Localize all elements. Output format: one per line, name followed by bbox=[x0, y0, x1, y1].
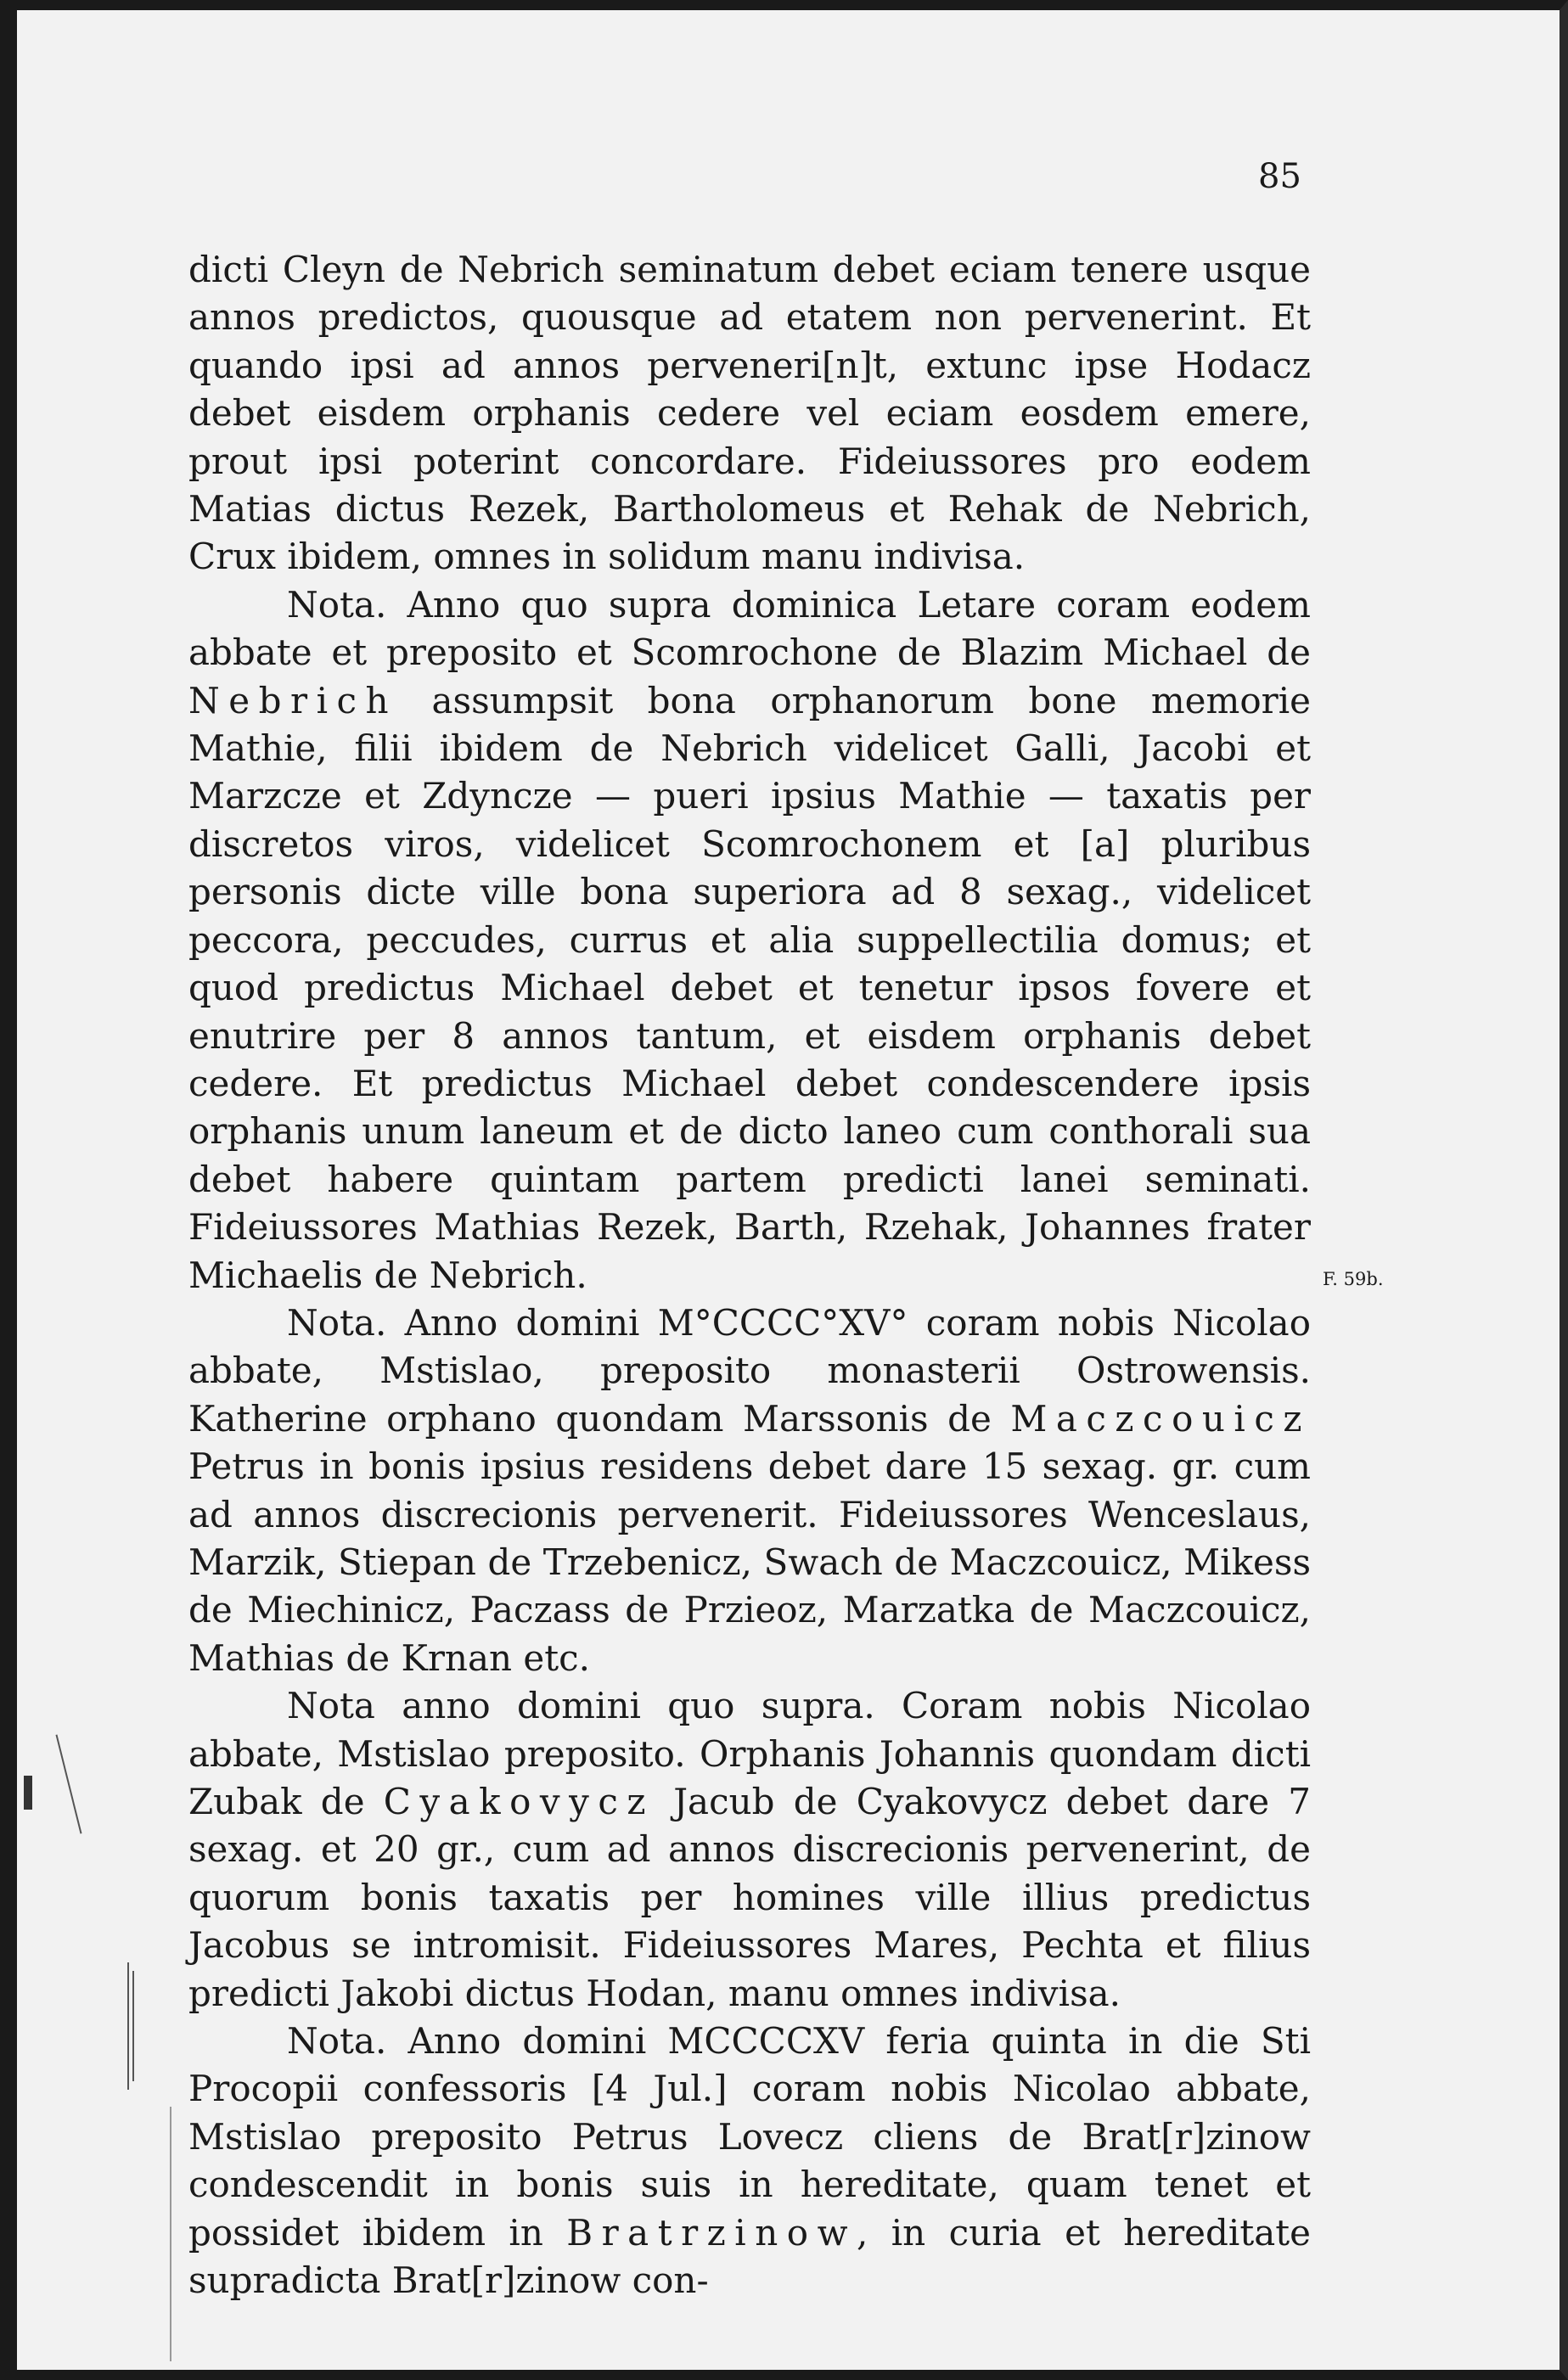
spaced-place-name: Bratrzinow bbox=[566, 2211, 857, 2254]
paragraph bbox=[188, 1299, 1311, 1682]
paragraph bbox=[188, 246, 1311, 581]
scan-artifact-line bbox=[170, 2107, 171, 2361]
spaced-place-name: Cyakovycz bbox=[383, 1781, 655, 1822]
paragraph bbox=[188, 1682, 1311, 2018]
text-run: Nota anno domini quo supra. Coram nobis Nicolao abbate, Mstislao preposito. Orphanis Johannis quondam dicti Zubak de bbox=[188, 1685, 1311, 1822]
scan-artifact-line bbox=[24, 1776, 32, 1810]
folio-margin-note: F. 59b. bbox=[1323, 1269, 1384, 1289]
text-run: dicti Cleyn de Nebrich seminatum debet eciam tenere usque annos predictos, quousque ad etatem non pervenerint. Et quando ipsi ad annos perveneri[n]t, extunc ipse Hodacz debet eisdem orphanis cedere vel eciam eosdem emere, prout ipsi poterint concordare. Fideiussores pro eodem Matias dictus Rezek, Bartholomeus et Rehak de Nebrich, Crux ibidem, omnes in solidum manu indivisa. bbox=[188, 249, 1311, 578]
spaced-place-name: Maczcouicz bbox=[1010, 1397, 1311, 1440]
text-run: Nota. Anno domini MCCCCXV feria quinta in die Sti Procopii confessoris [4 Jul.] coram nobis Nicolao abbate, Mstislao preposito Petrus Lovecz cliens de Brat[r]zinow condescendit in bonis suis in hereditate, quam tenet et possidet ibidem in bbox=[188, 2020, 1311, 2254]
paragraph bbox=[188, 581, 1311, 1299]
text-run: Nota. Anno domini M°CCCC°XV° coram nobis Nicolao abbate, Mstislao, preposito monasterii Ostrowensis. Katherine orphano quondam Marssonis de bbox=[188, 1301, 1311, 1440]
text-run: Nota. Anno quo supra dominica Letare coram eodem abbate et preposito et Scomrochone de Blazim Michael de bbox=[188, 583, 1311, 674]
scan-artifact-line bbox=[132, 1971, 134, 2081]
spaced-place-name: Nebrich bbox=[188, 679, 398, 721]
body-text bbox=[188, 246, 1311, 2304]
scan-artifact-line bbox=[56, 1735, 82, 1834]
text-run: Jacub de Cyakovycz debet dare 7 sexag. et 20 gr., cum ad annos discrecionis pervenerint, de quorum bonis taxatis per homines ville illius predictus Jacobus se intromisit. Fideiussores Mares, Pechta et filius predicti Jakobi dictus Hodan, manu omnes indivisa. bbox=[188, 1781, 1311, 2014]
paragraph bbox=[188, 2018, 1311, 2304]
page-number: 85 bbox=[1258, 157, 1301, 196]
scan-artifact-line bbox=[127, 1962, 129, 2090]
text-run: assumpsit bona orphanorum bone memorie Mathie, filii ibidem de Nebrich videlicet Galli, Jacobi et Marzcze et Zdyncze — pueri ipsius Mathie — taxatis per discretos viros, videlicet Scomrochonem et [a] pluribus personis dicte ville bona superiora ad 8 sexag., videlicet peccora, peccudes, currus et alia suppellectilia domus; et quod predictus Michael debet et tenetur ipsos fovere et enutrire per 8 annos tantum, et eisdem orphanis debet cedere. Et predictus Michael debet condescendere ipsis orphanis unum laneum et de dicto laneo cum conthorali sua debet habere quintam partem predicti lanei seminati. Fideiussores Mathias Rezek, Barth, Rzehak, Johannes frater Michaelis de Nebrich. bbox=[188, 679, 1311, 1296]
text-run: , in curia et hereditate supradicta Brat[r]zinow con- bbox=[188, 2211, 1311, 2302]
text-run: Petrus in bonis ipsius residens debet dare 15 sexag. gr. cum ad annos discrecionis pervenerit. Fideiussores Wenceslaus, Marzik, Stiepan de Trzebenicz, Swach de Maczcouicz, Mikess de Miechinicz, Paczass de Przieoz, Marzatka de Maczcouicz, Mathias de Krnan etc. bbox=[188, 1445, 1311, 1679]
